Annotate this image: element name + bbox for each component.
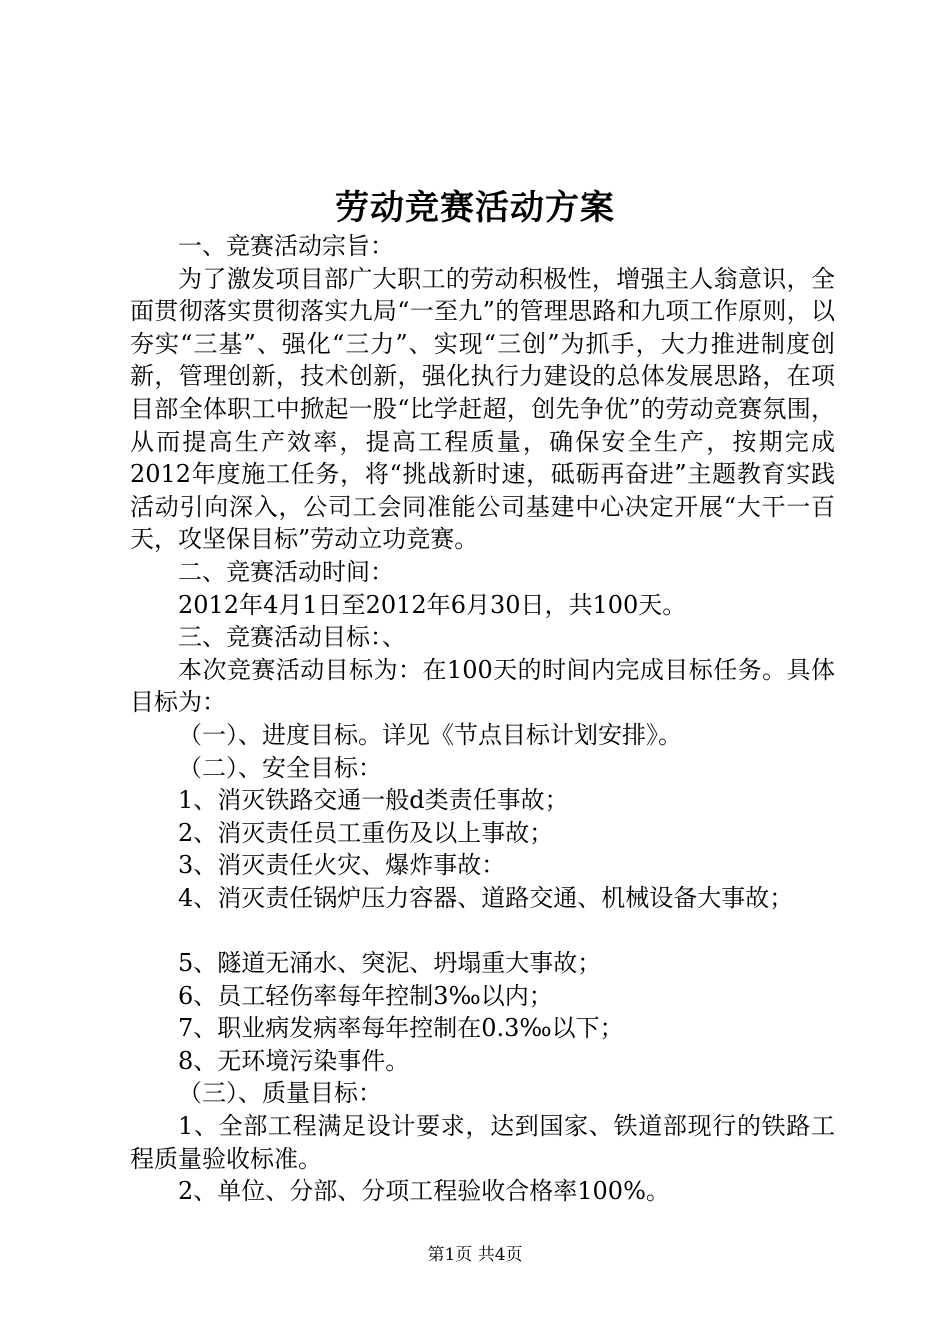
page-number: 第1页 共4页 <box>427 1245 523 1265</box>
list-item: 2、消灭责任员工重伤及以上事故； <box>178 818 554 847</box>
page-title: 劳动竞赛活动方案 <box>335 188 615 228</box>
list-item: 6、员工轻伤率每年控制3‰以内； <box>178 981 553 1010</box>
blank-line <box>130 914 835 947</box>
safety-goal-heading: （二）、安全目标： <box>178 753 382 782</box>
section-heading-purpose: 一、竞赛活动宗旨： <box>178 232 394 260</box>
list-item: 1、全部工程满足设计要求，达到国家、铁道部现行的铁路工程质量验收标准。 <box>130 1112 835 1173</box>
list-item: 1、消灭铁路交通一般d类责任事故； <box>178 786 569 815</box>
purpose-paragraph: 为了激发项目部广大职工的劳动积极性，增强主人翁意识，全面贯彻落实贯彻落实九局“一至九”的管理思路和九项工作原则，以夯实“三基”、强化“三力”、实现“三创”为抓手，大力推进制度创新，管理创新，技术创新，强化执行力建设的总体发展思路，在项目部全体职工中掀起一股“比学赶超，创先争优”的劳动竞赛氛围，从而提高生产效率，提高工程质量，确保安全生产，按期完成2012年度施工任务，将“挑战新时速，砥砺再奋进”主题教育实践活动引向深入，公司工会同准能公司基建中心决定开展“大干一百天，攻坚保目标”劳动立功竞赛。 <box>130 264 835 554</box>
list-item: 2、单位、分部、分项工程验收合格率100%。 <box>178 1177 670 1206</box>
list-item: 5、隧道无涌水、突泥、坍塌重大事故； <box>178 949 602 978</box>
time-paragraph: 2012年4月1日至2012年6月30日，共100天。 <box>178 590 687 619</box>
section-heading-goals: 三、竞赛活动目标：、 <box>178 623 406 652</box>
quality-goal-heading: （三）、质量目标： <box>178 1079 382 1108</box>
list-item: 4、消灭责任锅炉压力容器、道路交通、机械设备大事故； <box>178 883 794 912</box>
progress-goal: （一）、进度目标。详见《节点目标计划安排》。 <box>178 720 682 749</box>
list-item: 3、消灭责任火灾、爆炸事故： <box>178 851 506 880</box>
list-item: 8、无环境污染事件。 <box>178 1046 410 1075</box>
section-heading-time: 二、竞赛活动时间： <box>178 557 394 586</box>
goals-paragraph: 本次竞赛活动目标为：在100天的时间内完成目标任务。具体目标为： <box>130 655 835 717</box>
list-item: 7、职业病发病率每年控制在0.3‰以下； <box>178 1014 624 1043</box>
document-body <box>130 230 835 1208</box>
